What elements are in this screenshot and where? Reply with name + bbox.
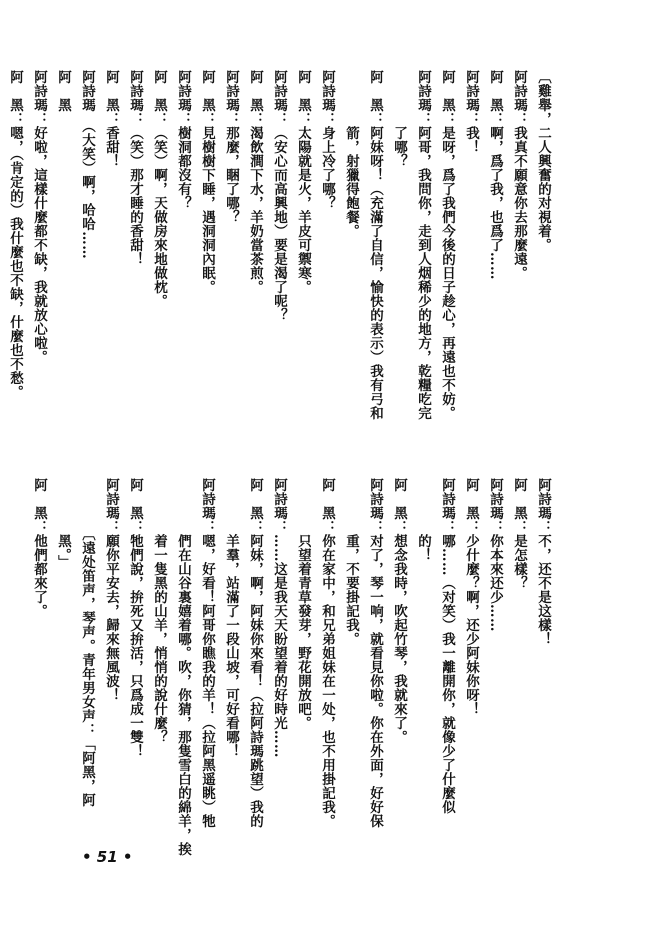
dialogue-line: 阿 黑：他們都來了。 (31, 478, 47, 618)
dialogue-line: 阿 黑：香甜！ (103, 70, 119, 168)
dialogue-line: 阿 黑：是呀，爲了我們今後的日子趁心，再遠也不妨。 (439, 70, 455, 420)
dialogue-line: 〔雞舉，二人興奮的对視着。 (535, 70, 551, 252)
dialogue-line: 阿詩瑪：我真不願意你去那麼遠。 (511, 70, 527, 280)
dialogue-line: 羊羣，站滿了一段山坡，可好看哪！ (223, 478, 239, 758)
dialogue-line: 阿 黑：牠們說，拚死又拚活，只爲成一雙！ (127, 478, 143, 758)
dialogue-line: 阿 黑：嗯，（肯定的）我什麼也不缺，什麼也不愁。 (7, 70, 23, 400)
dialogue-line: 阿詩瑪：……这是我天天盼望着的好時光…… (271, 478, 287, 758)
dialogue-line: 阿 黑：阿妹，啊，阿妹你來看！（拉阿詩瑪跳望）我的 (247, 478, 263, 828)
dialogue-line: 阿詩瑪：好啦，這樣什麼都不缺，我就放心啦。 (31, 70, 47, 364)
dialogue-line: 阿詩瑪 （大笑）啊，哈哈…… (79, 70, 95, 260)
dialogue-line: 阿詩瑪：那麼，睏了哪？ (223, 70, 239, 224)
dialogue-line: 〔遠处笛声，琴声。青年男女声：「阿黑，阿 (79, 478, 95, 808)
dialogue-line: 黑。」 (55, 478, 71, 570)
dialogue-line: 重，不要掛記我。 (343, 478, 359, 646)
dialogue-line: 着一隻黑的山羊，悄悄的說什麼？ (151, 478, 167, 744)
dialogue-line: 阿詩瑪：对了，琴一响，就看見你啦。你在外面，好好保 (367, 478, 383, 828)
dialogue-line: 阿 黑：啊，爲了我，也爲了…… (487, 70, 503, 280)
dialogue-line: 的！ (415, 478, 431, 562)
dialogue-line: 只望着青草發芽，野花開放吧。 (295, 478, 311, 730)
upper-dialogue-block (3, 70, 555, 470)
dialogue-line: 了哪？ (391, 70, 407, 168)
dialogue-line: 阿詩瑪：樹洞都沒有？ (175, 70, 191, 210)
dialogue-line: 阿詩瑪：嗯，好看！阿哥你瞧我的羊！（拉阿黑遥眺）牠 (199, 478, 215, 828)
dialogue-line: 阿 黑：你在家中，和兄弟姐妹在一处，也不用掛記我。 (319, 478, 335, 828)
dialogue-line: 箭，射獵得飽餐。 (343, 70, 359, 238)
dialogue-line: 阿詩瑪：我！ (463, 70, 479, 154)
dialogue-line: 阿詩瑪：你本來还少…… (487, 478, 503, 632)
dialogue-line: 阿詩瑪：不，还不是这樣！ (535, 478, 551, 646)
dialogue-line: 阿詩瑪：願你平安去，歸來無風波！ (103, 478, 119, 702)
dialogue-line: 們在山谷裏嬉着哪。吹，你猜，那隻雪白的綿羊，挨 (175, 478, 191, 856)
dialogue-line: 阿 黑：少什麼？啊，还少阿妹你呀！ (463, 478, 479, 716)
dialogue-line: 阿 黑 (55, 70, 71, 112)
dialogue-line: 阿詩瑪：身上冷了哪？ (319, 70, 335, 210)
dialogue-line: 阿 黑：（笑）啊，天做房來地做枕。 (151, 70, 167, 308)
dialogue-line: 阿詩瑪：（笑）那才睡的香甜！ (127, 70, 143, 266)
dialogue-line: 阿 黑：渴飲澗下水，羊奶當茶煎。 (247, 70, 263, 294)
lower-dialogue-block (27, 478, 555, 878)
dialogue-line: 阿 黑：太陽就是火，羊皮可禦寒。 (295, 70, 311, 294)
dialogue-line: 阿 黑：想念我時，吹起竹琴，我就來了。 (391, 478, 407, 744)
dialogue-line: 阿 黑：阿妹呀！（充滿了自信，愉快的表示）我有弓和 (367, 70, 383, 420)
page-number: • 51 • (82, 848, 133, 866)
dialogue-line: 阿 黑：是怎樣？ (511, 478, 527, 590)
dialogue-line: 阿詩瑪：（安心而高興地）要是渴了呢？ (271, 70, 287, 322)
dialogue-line: 阿 黑：見樹樹下睡，遇洞洞內眠。 (199, 70, 215, 294)
dialogue-line: 阿詩瑪：阿哥，我問你，走到人烟稀少的地方，乾糧吃完 (415, 70, 431, 420)
dialogue-line: 阿詩瑪：哪……（对笑）我一離開你，就像少了什麼似 (439, 478, 455, 814)
